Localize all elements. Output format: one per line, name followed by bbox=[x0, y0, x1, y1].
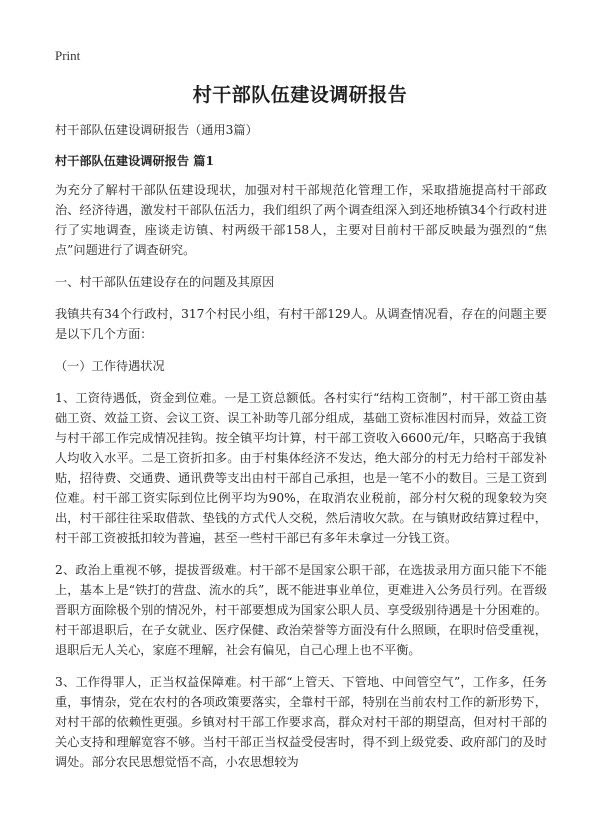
document-subtitle: 村干部队伍建设调研报告（通用3篇） bbox=[55, 123, 258, 137]
body-paragraph: 2、政治上重视不够，提拔晋级难。村干部不是国家公职干部，在选拔录用方面只能下不能上，基本上是“铁打的营盘、流水的兵”，既不能进事业单位，更难进入公务员行列。在晋级晋职方面除极个别的情况外，村干部要想成为国家公职人员、享受级别待遇是十分困难的。村干部退职后，在子女就业、医疗保健、政治荣誉等方面没有什么照顾，在职时倍受重视，退职后无人关心，家庭不理解，社会有偏见，自己心理上也不平衡。 bbox=[55, 563, 547, 657]
section-subheading: 一、村干部队伍建设存在的问题及其原因 bbox=[55, 275, 275, 289]
document-body bbox=[55, 120, 547, 784]
subsection-heading: （一）工作待遇状况 bbox=[55, 359, 165, 373]
print-link[interactable]: Print bbox=[55, 48, 81, 63]
body-paragraph: 1、工资待遇低，资金到位难。一是工资总额低。各村实行“结构工资制”，村干部工资由基础工资、效益工资、会议工资、误工补助等几部分组成，基础工资标准因村而异，效益工资与村干部工作完成情况挂钩。按全镇平均计算，村干部工资收入6600元/年，只略高于我镇人均收入水平。二是工资折扣多。由于村集体经济不发达，绝大部分的村无力给村干部发补贴，招待费、交通费、通讯费等支出由村干部自己承担，也是一笔不小的数目。三是工资到位难。村干部工资实际到位比例平均为90%，在取消农业税前，部分村欠税的现象较为突出，村干部往往采取借款、垫钱的方式代人交税，然后清收欠款。在与镇财政结算过程中，村干部工资被抵扣较为普遍，甚至一些村干部已有多年未拿过一分钱工资。 bbox=[55, 391, 547, 545]
body-paragraph: 3、工作得罪人，正当权益保障难。村干部“上管天、下管地、中间管空气”，工作多，任务重，事情杂，党在农村的各项政策要落实，全靠村干部，特别在当前农村工作的新形势下，对村干部的依赖性更强。乡镇对村干部工作要求高，群众对村干部的期望高，但对村干部的关心支持和理解宽容不够。当村干部正当权益受侵害时，得不到上级党委、政府部门的及时调处。部分农民思想觉悟不高，小农思想较为 bbox=[55, 675, 547, 769]
page-title: 村干部队伍建设调研报告 bbox=[192, 84, 408, 106]
overview-paragraph: 我镇共有34个行政村，317个村民小组，有村干部129人。从调查情况看，存在的问题主要是以下几个方面： bbox=[55, 307, 547, 341]
intro-paragraph: 为充分了解村干部队伍建设现状，加强对村干部规范化管理工作，采取措施提高村干部政治、经济待遇，激发村干部队伍活力，我们组织了两个调查组深入到还地桥镇34个行政村进行了实地调查，座谈走访镇、村两级干部158人，主要对目前村干部反映最为强烈的“焦点”问题进行了调查研究。 bbox=[55, 183, 547, 257]
section-heading: 村干部队伍建设调研报告 篇1 bbox=[55, 154, 214, 168]
